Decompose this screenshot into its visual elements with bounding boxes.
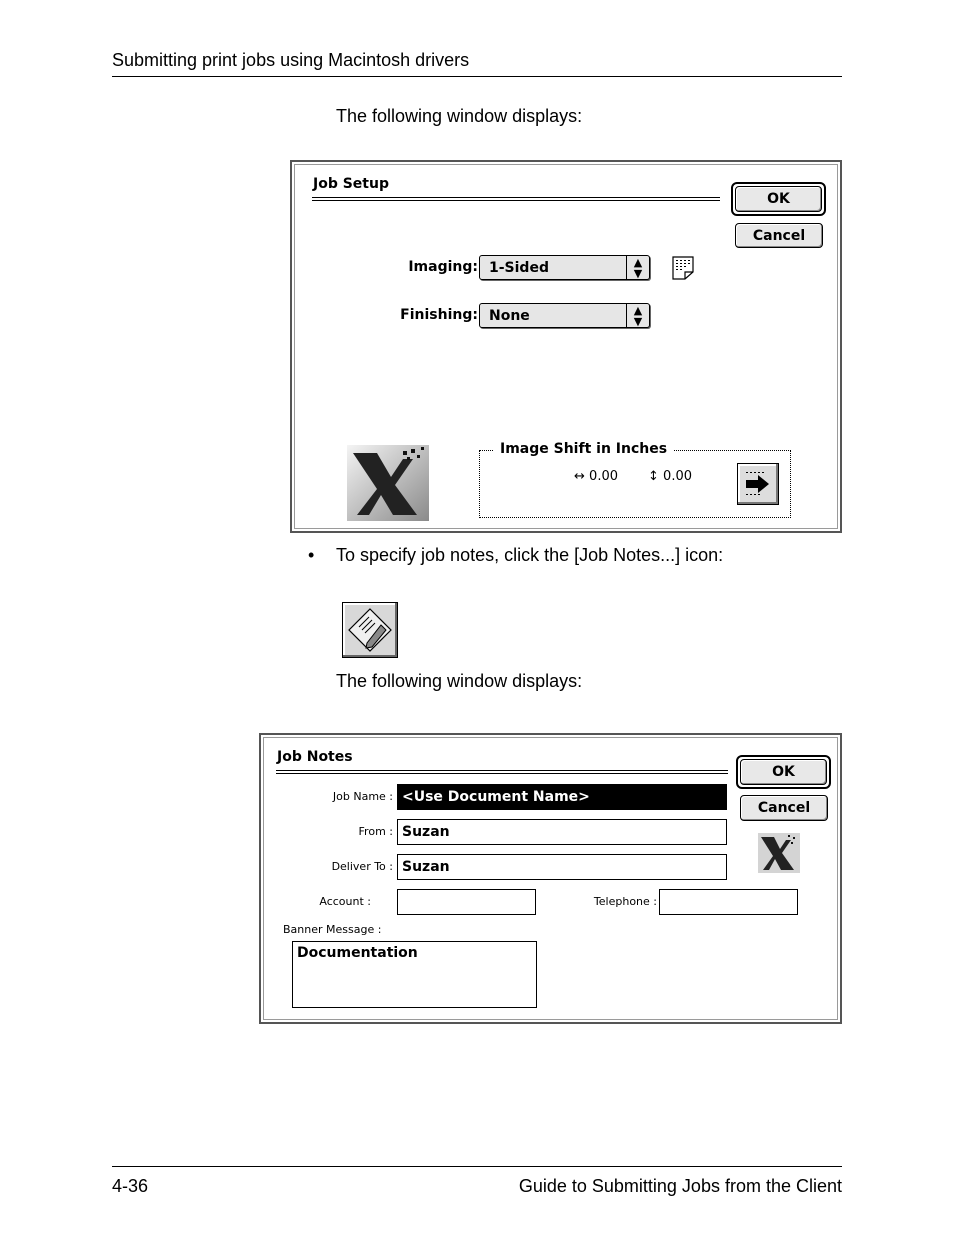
footer-rule <box>112 1166 842 1167</box>
vertical-arrow-icon: ↕ <box>648 469 659 484</box>
from-label: From : <box>358 825 393 838</box>
ok-button-label: OK <box>740 759 827 785</box>
horizontal-shift <box>574 469 618 484</box>
deliver-to-field[interactable]: Suzan <box>397 854 727 880</box>
deliver-to-label: Deliver To : <box>331 860 393 873</box>
xerox-logo-icon <box>347 445 429 521</box>
one-sided-page-icon <box>670 255 696 281</box>
job-notes-dialog <box>259 733 842 1024</box>
horizontal-arrow-icon: ↔ <box>574 469 585 484</box>
popup-arrows-icon: ▲ ▼ <box>626 256 649 279</box>
telephone-field[interactable] <box>659 889 798 915</box>
from-field[interactable]: Suzan <box>397 819 727 845</box>
banner-message-label: Banner Message : <box>283 923 382 936</box>
finishing-value: None <box>489 307 530 324</box>
bullet-icon: • <box>308 545 315 565</box>
job-name-field[interactable]: <Use Document Name> <box>397 784 727 810</box>
imaging-value: 1-Sided <box>489 259 549 276</box>
popup-arrows-icon: ▲ ▼ <box>626 304 649 327</box>
intro-text-1: The following window displays: <box>336 106 583 126</box>
job-notes-title: Job Notes <box>277 749 353 765</box>
job-name-label: Job Name : <box>332 790 393 803</box>
job-notes-icon <box>343 603 397 657</box>
telephone-label: Telephone : <box>593 895 657 908</box>
finishing-popup[interactable] <box>479 303 650 328</box>
job-setup-ok-button[interactable] <box>731 182 826 216</box>
page-number: 4-36 <box>112 1176 149 1196</box>
job-setup-title: Job Setup <box>313 176 389 192</box>
bullet-text: To specify job notes, click the [Job Notes...] icon: <box>336 545 724 565</box>
intro-text-2: The following window displays: <box>336 671 583 691</box>
finishing-label: Finishing: <box>400 307 478 323</box>
imaging-label: Imaging: <box>408 259 478 275</box>
image-shift-legend: Image Shift in Inches <box>494 441 673 457</box>
horizontal-shift-value: 0.00 <box>589 469 618 484</box>
job-notes-icon-button[interactable] <box>342 602 398 658</box>
job-setup-dialog <box>290 160 842 533</box>
banner-message-field[interactable]: Documentation <box>292 941 537 1008</box>
xerox-logo-small-icon <box>758 833 800 873</box>
account-field[interactable] <box>397 889 536 915</box>
arrow-right-icon <box>738 464 778 504</box>
image-shift-group <box>479 441 791 518</box>
header-rule <box>112 76 842 77</box>
job-notes-ok-button[interactable] <box>736 755 831 789</box>
imaging-popup[interactable] <box>479 255 650 280</box>
running-head: Submitting print jobs using Macintosh drivers <box>112 50 470 70</box>
job-setup-cancel-button[interactable]: Cancel <box>735 223 823 248</box>
image-shift-button[interactable] <box>737 463 779 505</box>
vertical-shift-value: 0.00 <box>663 469 692 484</box>
job-notes-cancel-button[interactable]: Cancel <box>740 795 828 821</box>
account-label: Account : <box>319 895 371 908</box>
vertical-shift <box>648 469 692 484</box>
guide-title: Guide to Submitting Jobs from the Client <box>518 1176 842 1196</box>
ok-button-label: OK <box>735 186 822 212</box>
